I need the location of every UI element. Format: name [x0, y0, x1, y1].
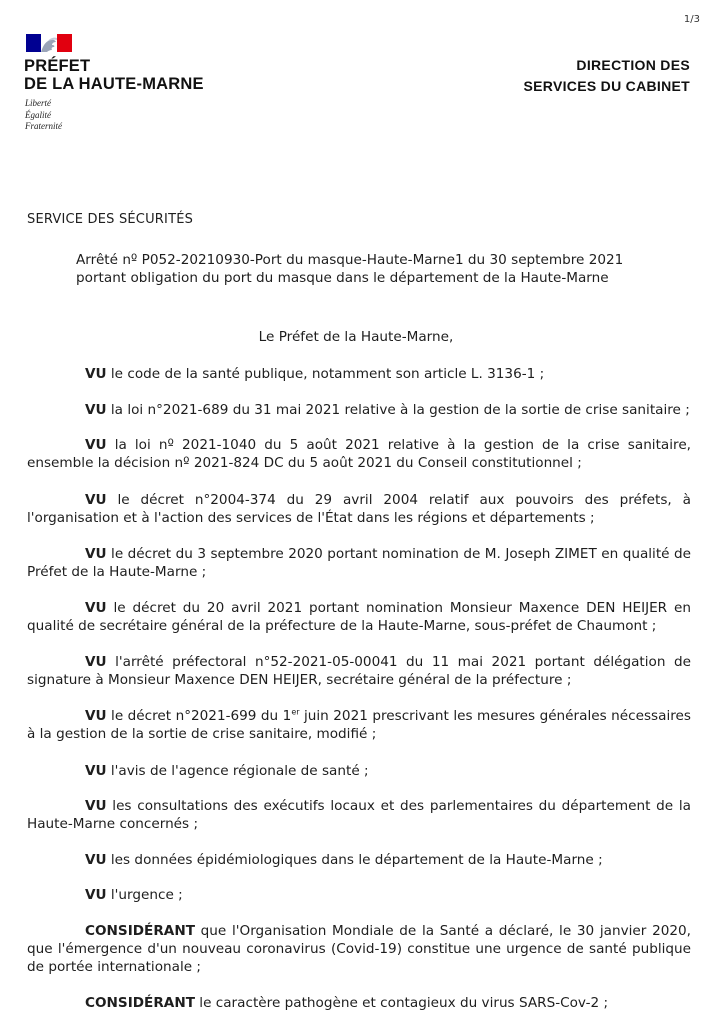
vu-text: la loi nº 2021-1040 du 5 août 2021 relative à la gestion de la crise sanitaire, ensemble la décision nº 2021-824 DC du 5 août 2021 du Conseil constitutionnel ;: [27, 437, 691, 471]
vu-keyword: VU: [85, 708, 107, 724]
considerant-text: que l'Organisation Mondiale de la Santé a déclaré, le 30 janvier 2020, que l'émergence d'un nouveau coronavirus (Covid-19) constitue une urgence de santé publique de portée internationale ;: [27, 923, 691, 975]
vu-paragraph: [27, 653, 691, 689]
prefet-line-2: DE LA HAUTE-MARNE: [24, 75, 204, 93]
vu-paragraph: [27, 401, 691, 419]
prefet-salutation: Le Préfet de la Haute-Marne,: [258, 329, 454, 345]
vu-keyword: VU: [85, 654, 107, 670]
devise: [25, 98, 62, 133]
considerant-keyword: CONSIDÉRANT: [85, 923, 195, 939]
vu-text: la loi n°2021-689 du 31 mai 2021 relative à la gestion de la sortie de crise sanitaire ;: [110, 402, 690, 418]
vu-keyword: VU: [85, 600, 107, 616]
considerant-keyword: CONSIDÉRANT: [85, 995, 195, 1011]
direction-header: [524, 55, 690, 97]
vu-text: le décret n°2021-699 du 1: [111, 708, 292, 724]
vu-text: le décret du 20 avril 2021 portant nomination Monsieur Maxence DEN HEIJER en qualité de secrétaire général de la préfecture de la Haute-Marne, sous-préfet de Chaumont ;: [27, 600, 691, 634]
vu-text: l'arrêté préfectoral n°52-2021-05-00041 du 11 mai 2021 portant délégation de signature à Monsieur Maxence DEN HEIJER, secrétaire général de la préfecture ;: [27, 654, 691, 688]
vu-keyword: VU: [85, 852, 107, 868]
vu-text: les données épidémiologiques dans le département de la Haute-Marne ;: [110, 852, 603, 868]
vu-paragraph: [27, 365, 691, 383]
devise-egalite: Égalité: [25, 109, 51, 120]
vu-text: l'avis de l'agence régionale de santé ;: [110, 763, 369, 779]
direction-line-1: DIRECTION DES: [576, 57, 690, 73]
considerant-paragraph: [27, 922, 691, 976]
vu-text-continued: juin 2021 prescrivant les mesures générales nécessaires à la gestion de la sortie de crise sanitaire, modifié ;: [27, 708, 691, 742]
vu-paragraph: [27, 762, 691, 780]
vu-paragraph: [27, 797, 691, 833]
vu-paragraph: [27, 707, 691, 743]
direction-line-2: SERVICES DU CABINET: [523, 78, 690, 94]
prefecture-name: [24, 57, 204, 93]
vu-text: le décret n°2004-374 du 29 avril 2004 relatif aux pouvoirs des préfets, à l'organisation et à l'action des services de l'État dans les régions et départements ;: [27, 492, 691, 526]
arrete-line-1: Arrêté nº P052-20210930-Port du masque-Haute-Marne1 du 30 septembre 2021: [76, 252, 624, 268]
vu-text: le décret du 3 septembre 2020 portant nomination de M. Joseph ZIMET en qualité de Préfet de la Haute-Marne ;: [27, 546, 691, 580]
vu-paragraph: [27, 851, 691, 869]
vu-keyword: VU: [85, 492, 107, 508]
service-title: SERVICE DES SÉCURITÉS: [27, 212, 194, 227]
vu-text: les consultations des exécutifs locaux et des parlementaires du département de la Haute-Marne concernés ;: [27, 798, 691, 832]
arrete-title: [76, 251, 623, 287]
superscript-er: er: [291, 707, 300, 717]
considerant-paragraph: [27, 994, 691, 1012]
vu-paragraph: [27, 436, 691, 472]
vu-keyword: VU: [85, 437, 107, 453]
vu-paragraph: [27, 599, 691, 635]
considerant-text: le caractère pathogène et contagieux du virus SARS-Cov-2 ;: [199, 995, 609, 1011]
vu-text: l'urgence ;: [110, 887, 183, 903]
vu-paragraph: [27, 491, 691, 527]
vu-keyword: VU: [85, 366, 107, 382]
vu-text: le code de la santé publique, notamment son article L. 3136-1 ;: [110, 366, 545, 382]
vu-paragraph: [27, 886, 691, 904]
vu-keyword: VU: [85, 546, 107, 562]
vu-keyword: VU: [85, 887, 107, 903]
vu-paragraph: [27, 545, 691, 581]
marianne-logo: [26, 34, 72, 52]
vu-keyword: VU: [85, 798, 107, 814]
vu-keyword: VU: [85, 402, 107, 418]
prefet-line-1: PRÉFET: [24, 57, 91, 75]
vu-keyword: VU: [85, 763, 107, 779]
page-number: 1/3: [683, 14, 700, 25]
devise-liberte: Liberté: [25, 98, 51, 108]
arrete-line-2: portant obligation du port du masque dans le département de la Haute-Marne: [76, 270, 609, 286]
devise-fraternite: Fraternité: [25, 121, 62, 131]
